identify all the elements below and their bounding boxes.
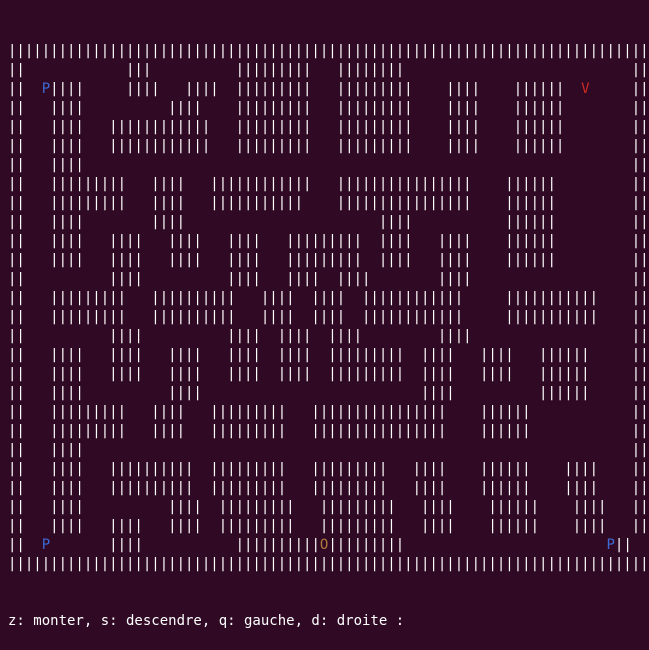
maze-row bbox=[8, 327, 649, 346]
maze-row bbox=[8, 251, 649, 270]
maze-row bbox=[8, 61, 649, 80]
maze-segment: || |||| |||| |||| |||| ||||||||| |||| |||| |||||| || bbox=[8, 252, 649, 268]
maze-row bbox=[8, 99, 649, 118]
maze-row bbox=[8, 498, 649, 517]
maze-row bbox=[8, 156, 649, 175]
maze-segment: || |||| |||| |||| |||||| || bbox=[8, 385, 649, 401]
maze-segment: || |||| |||||||||| ||||||||| ||||||||| |||| |||||| |||| || bbox=[8, 461, 649, 477]
maze-segment: || ||||||||| |||| ||||||||| |||||||||||||||| |||||| || bbox=[8, 404, 649, 420]
maze-segment: || |||| |||| |||| |||| ||||||||| |||| |||| |||||| || bbox=[8, 233, 649, 249]
maze-row bbox=[8, 232, 649, 251]
maze-row bbox=[8, 80, 649, 99]
maze-row bbox=[8, 118, 649, 137]
maze-segment: || ||||||||| |||| ||||||||| |||||||||||||||| |||||| || bbox=[8, 423, 649, 439]
maze-segment: || |||| |||| |||| |||| |||| || bbox=[8, 328, 649, 344]
maze-row bbox=[8, 422, 649, 441]
maze-row bbox=[8, 403, 649, 422]
maze-row bbox=[8, 441, 649, 460]
maze-row bbox=[8, 536, 632, 555]
maze-segment: || bbox=[8, 537, 42, 553]
player-marker: P bbox=[606, 537, 615, 553]
maze-segment: || ||||||||| |||||||||| |||| |||| |||||||||||| ||||||||||| || bbox=[8, 309, 649, 325]
maze-row bbox=[8, 194, 649, 213]
maze-grid bbox=[8, 42, 649, 574]
goal-marker: V bbox=[581, 81, 590, 97]
maze-segment: || bbox=[589, 81, 649, 97]
maze-row bbox=[8, 308, 649, 327]
maze-row bbox=[8, 517, 649, 536]
maze-row bbox=[8, 479, 649, 498]
maze-segment: ||||||||| bbox=[328, 537, 607, 553]
maze-row bbox=[8, 270, 649, 289]
maze-segment: || bbox=[8, 81, 42, 97]
maze-segment: || ||||||||| |||||||||| |||| |||| |||||||||||| ||||||||||| || bbox=[8, 290, 649, 306]
maze-row bbox=[8, 289, 649, 308]
maze-segment: || |||| || bbox=[8, 442, 649, 458]
maze-segment: || |||| |||| |||| ||||||||| ||||||||| |||| |||||| |||| || bbox=[8, 518, 649, 534]
maze-row bbox=[8, 42, 649, 61]
maze-row bbox=[8, 384, 649, 403]
maze-segment: || |||| |||| |||| |||| |||| ||||||||| |||| |||| |||||| || bbox=[8, 347, 649, 363]
maze-segment: || ||||||||| |||| |||||||||||| |||||||||||||||| |||||| || bbox=[8, 176, 649, 192]
maze-segment: |||| |||||||||| bbox=[50, 537, 320, 553]
maze-row bbox=[8, 137, 649, 156]
maze-row bbox=[8, 213, 649, 232]
maze-segment: || |||| |||| |||| |||||| || bbox=[8, 214, 649, 230]
maze-row bbox=[8, 175, 649, 194]
object-marker: O bbox=[319, 537, 329, 553]
maze-row bbox=[8, 460, 649, 479]
maze-segment: |||||||||||||||||||||||||||||||||||||||||||||||||||||||||||||||||||||||||||| bbox=[8, 43, 649, 59]
player-marker: P bbox=[41, 537, 51, 553]
maze-segment: || |||| || bbox=[8, 157, 649, 173]
maze-segment: || |||| |||||||||||| ||||||||| ||||||||| |||| |||||| || bbox=[8, 138, 649, 154]
maze-segment: || |||| |||| |||| |||| |||| || bbox=[8, 271, 649, 287]
maze-segment: |||||||||||||||||||||||||||||||||||||||||||||||||||||||||||||||||||||||||||| bbox=[8, 556, 649, 572]
player-marker: P bbox=[41, 81, 51, 97]
maze-segment: || |||| |||| ||||||||| ||||||||| |||| |||||| || bbox=[8, 100, 649, 116]
maze-segment: || |||| |||| |||| |||| |||| ||||||||| |||| |||| |||||| || bbox=[8, 366, 649, 382]
command-prompt[interactable]: z: monter, s: descendre, q: gauche, d: droite : bbox=[8, 613, 405, 629]
maze-row bbox=[8, 555, 649, 574]
maze-segment: || |||| |||||||||| ||||||||| ||||||||| |||| |||||| |||| || bbox=[8, 480, 649, 496]
maze-row bbox=[8, 346, 649, 365]
maze-segment: || ||||||||| |||| ||||||||||| |||||||||||||||| |||||| || bbox=[8, 195, 649, 211]
maze-segment: || ||| ||||||||| |||||||| || bbox=[8, 62, 649, 78]
maze-segment: || |||| |||| ||||||||| ||||||||| |||| |||||| |||| || bbox=[8, 499, 649, 515]
maze-segment: || |||| |||||||||||| ||||||||| ||||||||| |||| |||||| || bbox=[8, 119, 649, 135]
maze-segment: || bbox=[614, 537, 632, 553]
maze-segment: |||| |||| |||| ||||||||| ||||||||| |||| |||||| bbox=[50, 81, 582, 97]
maze-row bbox=[8, 365, 649, 384]
